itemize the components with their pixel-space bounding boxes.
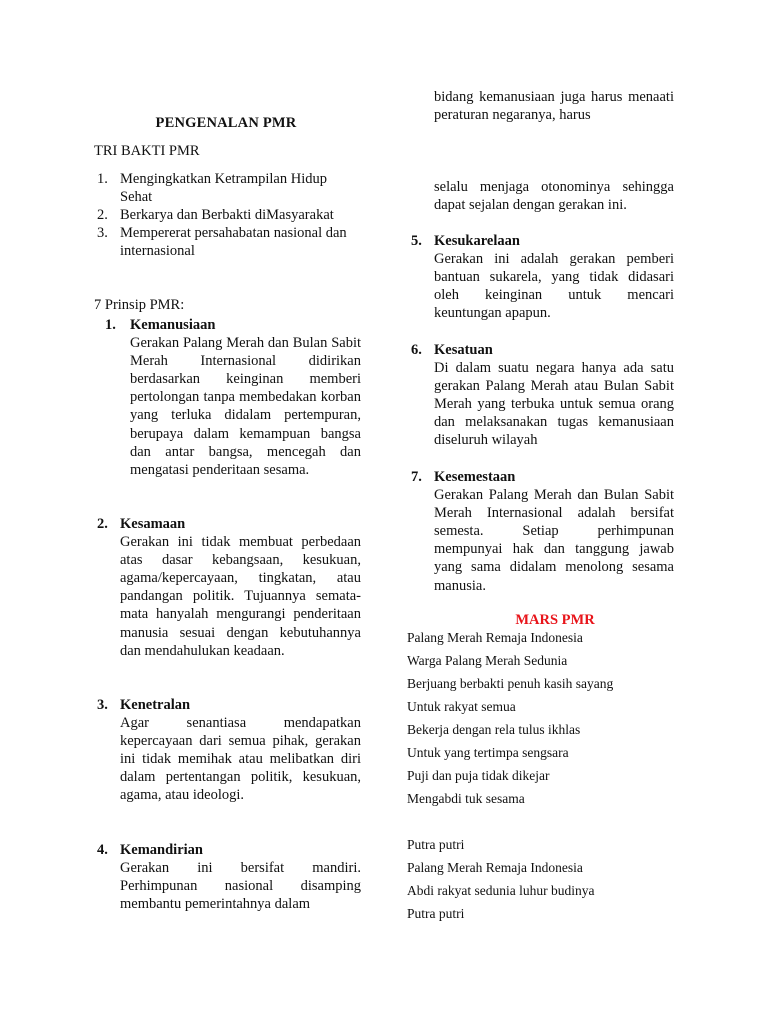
tri-bakti-list xyxy=(94,170,354,260)
prinsip-number: 3. xyxy=(97,697,108,713)
page-title: PENGENALAN PMR xyxy=(155,115,297,131)
lyric-line: Untuk yang tertimpa sengsara xyxy=(407,745,569,760)
lyric-line: Palang Merah Remaja Indonesia xyxy=(407,860,583,875)
prinsip-item-kemanusiaan xyxy=(105,316,361,479)
mars-title: MARS PMR xyxy=(515,612,595,628)
list-item xyxy=(94,206,354,224)
list-number: 1. xyxy=(97,171,108,187)
mars-lyrics xyxy=(407,630,707,929)
list-text: Mengingkatkan Ketrampilan Hidup Sehat xyxy=(120,171,327,205)
prinsip-body: Gerakan ini bersifat mandiri. Perhimpunan nasional disamping membantu pemerintahnya dalam xyxy=(120,860,361,913)
lyric-line: Puji dan puja tidak dikejar xyxy=(407,768,550,783)
lyric-line: Warga Palang Merah Sedunia xyxy=(407,653,568,668)
list-text: Berkarya dan Berbakti diMasyarakat xyxy=(120,207,334,223)
lyric-line: Putra putri xyxy=(407,837,465,852)
prinsip-item-kenetralan xyxy=(97,696,361,805)
lyric-line: Putra putri xyxy=(407,906,465,921)
prinsip-number: 7. xyxy=(411,469,422,485)
lyric-line: Bekerja dengan rela tulus ikhlas xyxy=(407,722,581,737)
prinsip-body: Gerakan Palang Merah dan Bulan Sabit Merah Internasional adalah bersifat semesta. Setiap perhimpunan mempunyai hak dan tanggung jawab yang sama didalam menolong sesama manusia. xyxy=(434,487,674,594)
lyric-line: Berjuang berbakti penuh kasih sayang xyxy=(407,676,614,691)
prinsip-number: 5. xyxy=(411,233,422,249)
prinsip-name: Kemanusiaan xyxy=(130,317,216,333)
prinsip-heading: 7 Prinsip PMR: xyxy=(94,297,185,313)
list-number: 2. xyxy=(97,207,108,223)
prinsip-number: 2. xyxy=(97,516,108,532)
stanza-gap xyxy=(407,814,707,837)
lyric-line: Untuk rakyat semua xyxy=(407,699,516,714)
prinsip-name: Kemandirian xyxy=(120,842,203,858)
prinsip-item-kesemestaan xyxy=(411,468,674,595)
prinsip-body: Agar senantiasa mendapatkan kepercayaan dari semua pihak, gerakan ini tidak memihak atau melibatkan diri dalam pertentangan politik, kesukuan, agama, atau ideologi. xyxy=(120,715,361,804)
kemandirian-continuation: bidang kemanusiaan juga harus menaati peraturan negaranya, harus xyxy=(434,89,674,124)
list-number: 3. xyxy=(97,225,108,241)
lyric-line: Palang Merah Remaja Indonesia xyxy=(407,630,583,645)
prinsip-name: Kesukarelaan xyxy=(434,233,520,249)
prinsip-body: Di dalam suatu negara hanya ada satu gerakan Palang Merah atau Bulan Sabit Merah yang terbuka untuk semua orang dan melaksanakan tugas kemanusiaan diseluruh wilayah xyxy=(434,360,674,449)
tri-bakti-heading: TRI BAKTI PMR xyxy=(94,143,200,159)
prinsip-body: Gerakan ini tidak membuat perbedaan atas dasar kebangsaan, kesukuan, agama/kepercayaan, tingkatan, atau pandangan politik. Tujuannya semata-mata hanyalah mengurangi penderitaan manusia sesuai dengan kebutuhannya dan mendahulukan keadaan. xyxy=(120,534,361,659)
prinsip-item-kemandirian xyxy=(97,841,361,913)
prinsip-name: Kesamaan xyxy=(120,516,186,532)
lyric-line: Mengabdi tuk sesama xyxy=(407,791,525,806)
prinsip-body: Gerakan ini adalah gerakan pemberi bantuan sukarela, yang tidak didasari oleh keinginan untuk mencari keuntungan apapun. xyxy=(434,251,674,322)
prinsip-number: 6. xyxy=(411,342,422,358)
list-item xyxy=(94,170,354,206)
prinsip-name: Kenetralan xyxy=(120,697,191,713)
prinsip-number: 1. xyxy=(105,317,116,333)
kemandirian-continuation: selalu menjaga otonominya sehingga dapat sejalan dengan gerakan ini. xyxy=(434,179,674,214)
prinsip-item-kesukarelaan xyxy=(411,232,674,322)
prinsip-number: 4. xyxy=(97,842,108,858)
prinsip-name: Kesemestaan xyxy=(434,469,516,485)
lyric-line: Abdi rakyat sedunia luhur budinya xyxy=(407,883,595,898)
list-text: Mempererat persahabatan nasional dan internasional xyxy=(120,225,347,259)
prinsip-name: Kesatuan xyxy=(434,342,493,358)
list-item xyxy=(94,224,354,260)
prinsip-item-kesamaan xyxy=(97,515,361,660)
prinsip-item-kesatuan xyxy=(411,341,674,450)
prinsip-body: Gerakan Palang Merah dan Bulan Sabit Merah Internasional didirikan berdasarkan keinginan memberi pertolongan tanpa membedakan korban yang terluka didalam pertempuran, berupaya dalam kemampuan bangsa dan antar bangsa, mencegah dan mengatasi penderitaan sesama. xyxy=(130,335,361,478)
